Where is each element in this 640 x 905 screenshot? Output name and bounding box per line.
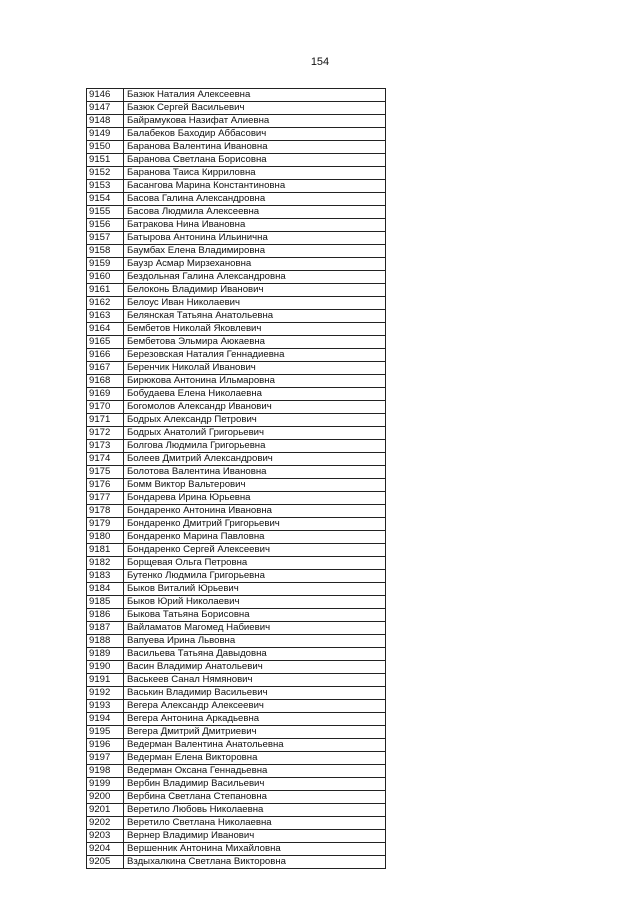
table-row [87, 492, 386, 505]
table-row [87, 479, 386, 492]
table-row [87, 453, 386, 466]
row-number-cell: 9168 [87, 375, 124, 388]
full-name-cell: Вербина Светлана Степановна [124, 791, 386, 804]
row-number-cell: 9175 [87, 466, 124, 479]
table-row [87, 206, 386, 219]
full-name-cell: Веретило Любовь Николаевна [124, 804, 386, 817]
table-row [87, 700, 386, 713]
row-number-cell: 9176 [87, 479, 124, 492]
row-number-cell: 9178 [87, 505, 124, 518]
table-row [87, 154, 386, 167]
row-number-cell: 9174 [87, 453, 124, 466]
full-name-cell: Вздыхалкина Светлана Викторовна [124, 856, 386, 869]
row-number-cell: 9187 [87, 622, 124, 635]
row-number-cell: 9198 [87, 765, 124, 778]
register-table [86, 88, 386, 869]
row-number-cell: 9203 [87, 830, 124, 843]
row-number-cell: 9192 [87, 687, 124, 700]
row-number-cell: 9146 [87, 89, 124, 102]
table-row [87, 661, 386, 674]
full-name-cell: Васькеев Санал Нямянович [124, 674, 386, 687]
table-row [87, 388, 386, 401]
table-row [87, 193, 386, 206]
full-name-cell: Бомм Виктор Вальтерович [124, 479, 386, 492]
full-name-cell: Борщевая Ольга Петровна [124, 557, 386, 570]
row-number-cell: 9196 [87, 739, 124, 752]
row-number-cell: 9181 [87, 544, 124, 557]
full-name-cell: Бондаренко Дмитрий Григорьевич [124, 518, 386, 531]
table-row [87, 89, 386, 102]
full-name-cell: Ведерман Валентина Анатольевна [124, 739, 386, 752]
full-name-cell: Болотова Валентина Ивановна [124, 466, 386, 479]
row-number-cell: 9155 [87, 206, 124, 219]
row-number-cell: 9152 [87, 167, 124, 180]
full-name-cell: Быкова Татьяна Борисовна [124, 609, 386, 622]
full-name-cell: Басангова Марина Константиновна [124, 180, 386, 193]
full-name-cell: Басова Людмила Алексеевна [124, 206, 386, 219]
full-name-cell: Бобудаева Елена Николаевна [124, 388, 386, 401]
table-row [87, 752, 386, 765]
table-row [87, 440, 386, 453]
row-number-cell: 9162 [87, 297, 124, 310]
row-number-cell: 9186 [87, 609, 124, 622]
full-name-cell: Бездольная Галина Александровна [124, 271, 386, 284]
full-name-cell: Бодрых Анатолий Григорьевич [124, 427, 386, 440]
table-row [87, 115, 386, 128]
full-name-cell: Баузр Асмар Мирзехановна [124, 258, 386, 271]
row-number-cell: 9153 [87, 180, 124, 193]
full-name-cell: Баранова Валентина Ивановна [124, 141, 386, 154]
table-row [87, 830, 386, 843]
table-row [87, 544, 386, 557]
full-name-cell: Баумбах Елена Владимировна [124, 245, 386, 258]
table-row [87, 336, 386, 349]
row-number-cell: 9205 [87, 856, 124, 869]
table-row [87, 141, 386, 154]
full-name-cell: Вайламатов Магомед Набиевич [124, 622, 386, 635]
row-number-cell: 9193 [87, 700, 124, 713]
table-row [87, 414, 386, 427]
row-number-cell: 9172 [87, 427, 124, 440]
full-name-cell: Баранова Светлана Борисовна [124, 154, 386, 167]
row-number-cell: 9158 [87, 245, 124, 258]
row-number-cell: 9163 [87, 310, 124, 323]
table-row [87, 375, 386, 388]
table-row [87, 427, 386, 440]
row-number-cell: 9149 [87, 128, 124, 141]
row-number-cell: 9169 [87, 388, 124, 401]
full-name-cell: Вершенник Антонина Михайловна [124, 843, 386, 856]
table-row [87, 648, 386, 661]
full-name-cell: Вернер Владимир Иванович [124, 830, 386, 843]
table-row [87, 804, 386, 817]
full-name-cell: Баранова Таиса Кирриловна [124, 167, 386, 180]
row-number-cell: 9190 [87, 661, 124, 674]
table-row [87, 362, 386, 375]
table-row [87, 583, 386, 596]
register-table-body [87, 89, 386, 869]
table-row [87, 531, 386, 544]
table-row [87, 791, 386, 804]
full-name-cell: Быков Виталий Юрьевич [124, 583, 386, 596]
table-row [87, 167, 386, 180]
full-name-cell: Болеев Дмитрий Александрович [124, 453, 386, 466]
table-row [87, 505, 386, 518]
table-row [87, 674, 386, 687]
row-number-cell: 9177 [87, 492, 124, 505]
full-name-cell: Ведерман Оксана Геннадьевна [124, 765, 386, 778]
full-name-cell: Ведерман Елена Викторовна [124, 752, 386, 765]
full-name-cell: Вапуева Ирина Львовна [124, 635, 386, 648]
table-row [87, 219, 386, 232]
table-row [87, 622, 386, 635]
full-name-cell: Белянская Татьяна Анатольевна [124, 310, 386, 323]
full-name-cell: Веретило Светлана Николаевна [124, 817, 386, 830]
full-name-cell: Бембетов Николай Яковлевич [124, 323, 386, 336]
full-name-cell: Белоус Иван Николаевич [124, 297, 386, 310]
table-row [87, 817, 386, 830]
full-name-cell: Батырова Антонина Ильинична [124, 232, 386, 245]
full-name-cell: Вербин Владимир Васильевич [124, 778, 386, 791]
full-name-cell: Бондаренко Марина Павловна [124, 531, 386, 544]
table-row [87, 297, 386, 310]
row-number-cell: 9191 [87, 674, 124, 687]
row-number-cell: 9182 [87, 557, 124, 570]
full-name-cell: Байрамукова Назифат Алиевна [124, 115, 386, 128]
table-row [87, 271, 386, 284]
table-row [87, 102, 386, 115]
full-name-cell: Бутенко Людмила Григорьевна [124, 570, 386, 583]
row-number-cell: 9183 [87, 570, 124, 583]
full-name-cell: Базюк Сергей Васильевич [124, 102, 386, 115]
row-number-cell: 9180 [87, 531, 124, 544]
table-row [87, 349, 386, 362]
full-name-cell: Вегера Антонина Аркадьевна [124, 713, 386, 726]
row-number-cell: 9179 [87, 518, 124, 531]
full-name-cell: Беренчик Николай Иванович [124, 362, 386, 375]
row-number-cell: 9184 [87, 583, 124, 596]
page-number: 154 [310, 56, 330, 68]
full-name-cell: Васин Владимир Анатольевич [124, 661, 386, 674]
row-number-cell: 9165 [87, 336, 124, 349]
full-name-cell: Быков Юрий Николаевич [124, 596, 386, 609]
full-name-cell: Басова Галина Александровна [124, 193, 386, 206]
table-row [87, 323, 386, 336]
full-name-cell: Вегера Дмитрий Дмитриевич [124, 726, 386, 739]
table-row [87, 739, 386, 752]
full-name-cell: Васильева Татьяна Давыдовна [124, 648, 386, 661]
full-name-cell: Бодрых Александр Петрович [124, 414, 386, 427]
table-row [87, 609, 386, 622]
full-name-cell: Болгова Людмила Григорьевна [124, 440, 386, 453]
table-row [87, 713, 386, 726]
table-row [87, 596, 386, 609]
row-number-cell: 9156 [87, 219, 124, 232]
row-number-cell: 9195 [87, 726, 124, 739]
full-name-cell: Бондаренко Антонина Ивановна [124, 505, 386, 518]
table-row [87, 401, 386, 414]
row-number-cell: 9159 [87, 258, 124, 271]
row-number-cell: 9151 [87, 154, 124, 167]
full-name-cell: Балабеков Баходир Аббасович [124, 128, 386, 141]
row-number-cell: 9204 [87, 843, 124, 856]
full-name-cell: Бирюкова Антонина Ильмаровна [124, 375, 386, 388]
table-row [87, 687, 386, 700]
table-row [87, 726, 386, 739]
row-number-cell: 9194 [87, 713, 124, 726]
table-row [87, 245, 386, 258]
row-number-cell: 9147 [87, 102, 124, 115]
full-name-cell: Богомолов Александр Иванович [124, 401, 386, 414]
table-row [87, 232, 386, 245]
table-row [87, 466, 386, 479]
table-row [87, 258, 386, 271]
full-name-cell: Березовская Наталия Геннадиевна [124, 349, 386, 362]
row-number-cell: 9164 [87, 323, 124, 336]
row-number-cell: 9167 [87, 362, 124, 375]
row-number-cell: 9188 [87, 635, 124, 648]
row-number-cell: 9199 [87, 778, 124, 791]
row-number-cell: 9201 [87, 804, 124, 817]
table-row [87, 635, 386, 648]
row-number-cell: 9166 [87, 349, 124, 362]
full-name-cell: Белоконь Владимир Иванович [124, 284, 386, 297]
table-row [87, 570, 386, 583]
row-number-cell: 9157 [87, 232, 124, 245]
row-number-cell: 9189 [87, 648, 124, 661]
row-number-cell: 9154 [87, 193, 124, 206]
row-number-cell: 9202 [87, 817, 124, 830]
full-name-cell: Васькин Владимир Васильевич [124, 687, 386, 700]
table-row [87, 778, 386, 791]
table-row [87, 284, 386, 297]
table-row [87, 518, 386, 531]
table-row [87, 843, 386, 856]
table-row [87, 180, 386, 193]
row-number-cell: 9148 [87, 115, 124, 128]
row-number-cell: 9171 [87, 414, 124, 427]
row-number-cell: 9200 [87, 791, 124, 804]
table-row [87, 310, 386, 323]
full-name-cell: Вегера Александр Алексеевич [124, 700, 386, 713]
row-number-cell: 9170 [87, 401, 124, 414]
table-row [87, 128, 386, 141]
full-name-cell: Бембетова Эльмира Аюкаевна [124, 336, 386, 349]
table-row [87, 765, 386, 778]
row-number-cell: 9185 [87, 596, 124, 609]
row-number-cell: 9173 [87, 440, 124, 453]
full-name-cell: Бондаренко Сергей Алексеевич [124, 544, 386, 557]
row-number-cell: 9197 [87, 752, 124, 765]
table-row [87, 856, 386, 869]
row-number-cell: 9150 [87, 141, 124, 154]
row-number-cell: 9161 [87, 284, 124, 297]
full-name-cell: Батракова Нина Ивановна [124, 219, 386, 232]
full-name-cell: Базюк Наталия Алексеевна [124, 89, 386, 102]
table-row [87, 557, 386, 570]
full-name-cell: Бондарева Ирина Юрьевна [124, 492, 386, 505]
row-number-cell: 9160 [87, 271, 124, 284]
